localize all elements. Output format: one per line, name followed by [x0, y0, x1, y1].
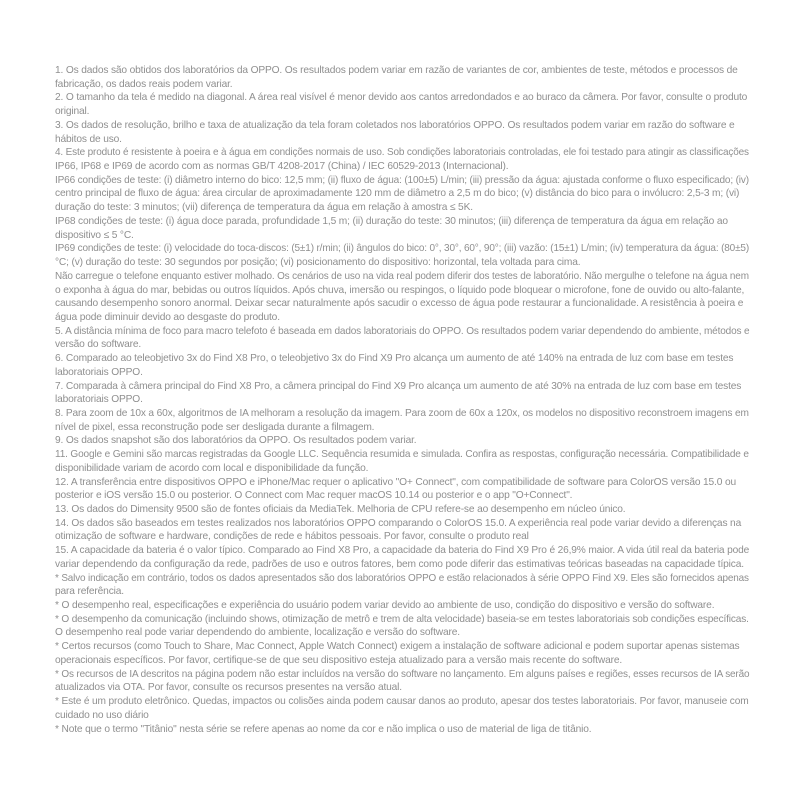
disclaimer-line: 8. Para zoom de 10x a 60x, algoritmos de IA melhoram a resolução da imagem. Para zoom de 60x a 120x, os modelos no dispositivo reconstroem imagens em [55, 407, 749, 419]
disclaimer-line: 5. A distância mínima de foco para macro telefoto é baseada em dados laboratoriais do OPPO. Os resultados podem variar dependendo do ambiente, métodos e [55, 325, 750, 337]
disclaimer-line: hábitos de uso. [55, 133, 122, 145]
disclaimer-line: laboratoriais OPPO. [55, 394, 143, 406]
disclaimer-line: Não carregue o telefone enquanto estiver molhado. Os cenários de uso na vida real podem diferir dos testes de laboratório. Não mergulhe o telefone na água nem [55, 270, 749, 282]
disclaimer-line: 2. O tamanho da tela é medido na diagonal. A área real visível é menor devido aos cantos arredondados e ao buraco da câmera. Por favor, consulte o produto [55, 92, 748, 104]
disclaimer-line: * O desempenho da comunicação (incluindo shows, otimização de metrô e trem de alta velocidade) baseia-se em testes laboratoriais sob condições específicas. [55, 613, 749, 625]
disclaimer-line: posterior e iOS versão 15.0 ou posterior. O Connect com Mac requer macOS 10.14 ou posterior e o app "O+Connect". [55, 490, 573, 502]
disclaimer-line: * Salvo indicação em contrário, todos os dados apresentados são dos laboratórios OPPO e estão relacionados à série OPPO Find X9. Eles são fornecidos apenas [55, 572, 749, 584]
disclaimer-line: O desempenho real pode variar dependendo do ambiente, localização e versão do software. [55, 627, 460, 639]
disclaimer-line: dispositivo ≤ 5 °C. [55, 229, 134, 241]
disclaimer-line: cuidado no uso diário [55, 709, 149, 721]
disclaimer-line: o exponha à água do mar, bebidas ou outros líquidos. Após chuva, imersão ou respingos, o líquido pode bloquear o microfone, fone de ouvido ou alto-falante, [55, 284, 745, 296]
disclaimer-line: 3. Os dados de resolução, brilho e taxa de atualização da tela foram coletados nos laboratórios OPPO. Os resultados podem variar em razão do software e [55, 119, 735, 131]
disclaimer-line: 4. Este produto é resistente à poeira e à água em condições normais de uso. Sob condições laboratoriais controladas, ele foi testado para atingir as classificações [55, 147, 749, 159]
disclaimer-line: * Este é um produto eletrônico. Quedas, impactos ou colisões ainda podem causar danos ao produto, apesar dos testes laboratoriais. Por favor, manuseie com [55, 696, 749, 708]
disclaimer-line: atualizados via OTA. Por favor, consulte os recursos presentes na versão atual. [55, 682, 402, 694]
disclaimer-line: fabricação, os dados reais podem variar. [55, 78, 233, 90]
disclaimer-line: variar dependendo da configuração da rede, padrões de uso e outros fatores, bem como pode diferir das estimativas teóricas baseadas na capacidade típica. [55, 558, 744, 570]
disclaimer-line: * Os recursos de IA descritos na página podem não estar incluídos na versão do software no lançamento. Em alguns países e regiões, esses recursos de IA serão [55, 668, 750, 680]
disclaimer-line: IP69 condições de teste: (i) velocidade do toca-discos: (5±1) r/min; (ii) ângulos do bico: 0°, 30°, 60°, 90°; (iii) vazão: (15±1) L/min; (iv) temperatura da água: (80±5) [55, 243, 750, 255]
disclaimer-line: 13. Os dados do Dimensity 9500 são de fontes oficiais da MediaTek. Melhoria de CPU refere-se ao desempenho em núcleo único. [55, 504, 626, 515]
disclaimer-line: disponibilidade variam de acordo com local e disponibilidade da função. [55, 462, 369, 474]
disclaimer-text-block [55, 64, 749, 736]
disclaimer-line: IP66 condições de teste: (i) diâmetro interno do bico: 12,5 mm; (ii) fluxo de água: (100±5) L/min; (iii) pressão da água: ajustada conforme o fluxo especificado; (iv) [55, 174, 749, 186]
disclaimer-line: para referência. [55, 586, 124, 598]
disclaimer-line: 11. Google e Gemini são marcas registradas da Google LLC. Sequência resumida e simulada. Confira as respostas, configuração necessária. Compatibilidade e [55, 449, 749, 461]
disclaimer-line: otimização de software e hardware, condições de rede e hábitos pessoais. Por favor, consulte o produto real [55, 531, 529, 543]
disclaimer-line: causando desempenho sonoro anormal. Deixar secar naturalmente após sacudir o excesso de água pode restaurar a funcionalidade. A resistência à poeira e [55, 298, 744, 310]
disclaimer-line: IP66, IP68 e IP69 de acordo com as normas GB/T 4208-2017 (China) / IEC 60529-2013 (Internacional). [55, 161, 509, 173]
disclaimer-line: laboratoriais OPPO. [55, 366, 143, 378]
disclaimer-line: * Note que o termo "Titânio" nesta série se refere apenas ao nome da cor e não implica o uso de material de liga de titânio. [55, 723, 592, 735]
disclaimer-line: duração do teste: 3 minutos; (vii) diferença de temperatura da água em relação à amostra ≤ 5K. [55, 202, 473, 214]
disclaimer-line: 14. Os dados são baseados em testes realizados nos laboratórios OPPO comparando o ColorOS 15.0. A experiência real pode variar devido a diferenças na [55, 517, 742, 529]
disclaimer-line: 6. Comparado ao teleobjetivo 3x do Find X8 Pro, o teleobjetivo 3x do Find X9 Pro alcança um aumento de até 140% na entrada de luz com base em testes [55, 353, 734, 365]
disclaimer-line: * Certos recursos (como Touch to Share, Mac Connect, Apple Watch Connect) exigem a instalação de software adicional e podem suportar apenas sistemas [55, 641, 740, 653]
disclaimer-line: centro principal de fluxo de água: área circular de aproximadamente 120 mm de diâmetro a 2,5 m do bico; (v) distância do bico para o invólucro: 2,5-3 m; (vi) [55, 188, 740, 200]
disclaimer-line: 15. A capacidade da bateria é o valor típico. Comparado ao Find X8 Pro, a capacidade da bateria do Find X9 Pro é 26,9% maior. A vida útil real da bateria pode [55, 545, 750, 557]
disclaimer-line: * O desempenho real, especificações e experiência do usuário podem variar devido ao ambiente de uso, condição do dispositivo e versão do software. [55, 600, 715, 612]
disclaimer-line: nível de pixel, essa reconstrução pode ser desligada durante a filmagem. [55, 421, 375, 433]
disclaimer-line: 12. A transferência entre dispositivos OPPO e iPhone/Mac requer o aplicativo "O+ Connect", com compatibilidade de software para ColorOS versão 15.0 ou [55, 476, 736, 488]
disclaimer-line: operacionais específicos. Por favor, certifique-se de que seu dispositivo esteja atualizado para a versão mais recente do software. [55, 654, 623, 666]
disclaimer-line: °C; (v) duração do teste: 30 segundos por posição; (vi) posicionamento do dispositivo: horizontal, tela voltada para cima. [55, 257, 581, 269]
disclaimer-line: 9. Os dados snapshot são dos laboratórios da OPPO. Os resultados podem variar. [55, 435, 417, 447]
disclaimer-line: 1. Os dados são obtidos dos laboratórios da OPPO. Os resultados podem variar em razão de variantes de cor, ambientes de teste, métodos e processos de [55, 65, 738, 76]
disclaimer-line: original. [55, 106, 90, 118]
disclaimer-line: versão do software. [55, 339, 142, 351]
disclaimer-line: IP68 condições de teste: (i) água doce parada, profundidade 1,5 m; (ii) duração do teste: 30 minutos; (iii) diferença de temperatura da água em relação ao [55, 215, 728, 227]
disclaimer-line: água pode diminuir devido ao desgaste do produto. [55, 311, 280, 323]
disclaimer-line: 7. Comparada à câmera principal do Find X8 Pro, a câmera principal do Find X9 Pro alcança um aumento de até 30% na entrada de luz com base em testes [55, 380, 742, 392]
